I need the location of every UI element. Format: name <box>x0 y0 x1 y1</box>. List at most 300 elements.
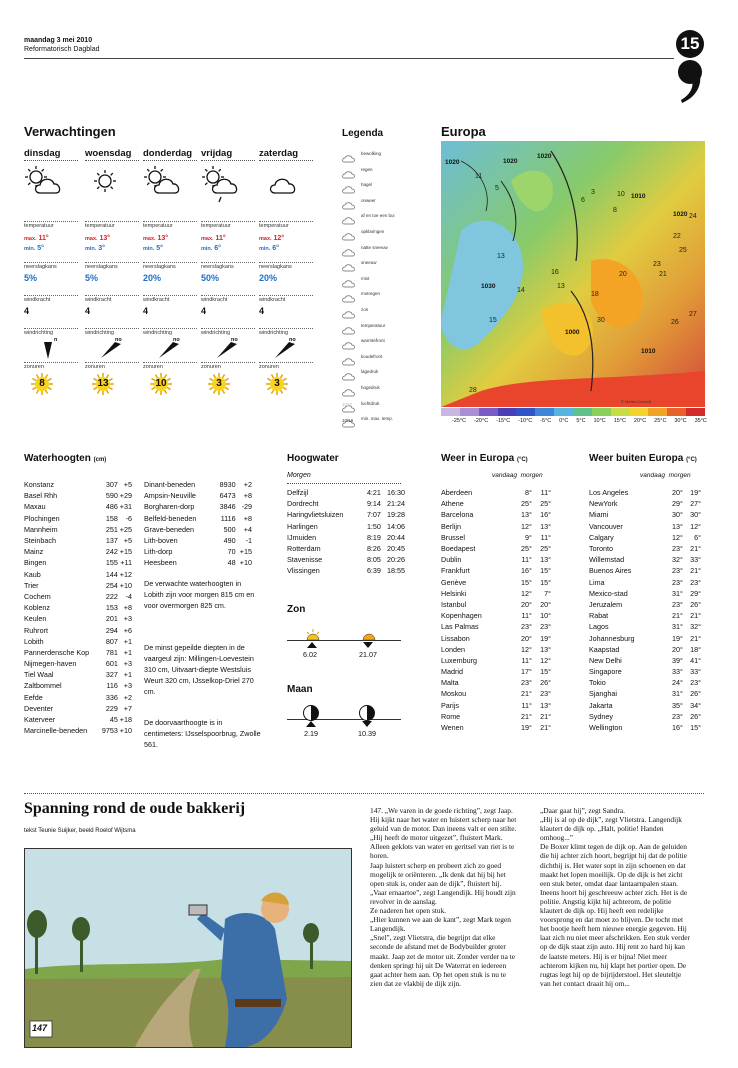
max-temp: max. 12° <box>259 235 285 242</box>
cell: 9753 <box>101 726 118 736</box>
cell: Istanbul <box>441 599 467 609</box>
legend-symbol-icon <box>342 322 356 329</box>
cell: +31 <box>119 502 132 512</box>
map-temperature: 15 <box>489 317 497 324</box>
forecast-day-2 <box>143 148 197 398</box>
legend-symbol-icon <box>342 353 356 360</box>
cell: NewYork <box>589 499 618 509</box>
legend-symbol-icon <box>342 244 356 251</box>
scale-label: 35°C <box>694 418 707 424</box>
cell: Lagos <box>589 622 609 632</box>
cell: 34° <box>690 700 701 710</box>
sun-label: zonuren <box>143 362 197 370</box>
cell: Belfeld-beneden <box>144 513 197 523</box>
sunrise-icon <box>305 628 321 642</box>
pressure-label: 1000 <box>565 329 580 336</box>
sun-label: zonuren <box>259 362 313 370</box>
waterhoogten-note-2: De minst gepeilde diepten in de vaargeul zijn: Millingen-Loevestein 310 cm, Uitvaart-diepte Westsluis Weurt 320 cm, IJsselkop-Driel 270 cm. <box>144 643 254 696</box>
scale-swatch <box>460 408 479 416</box>
temp-label: temperatuur <box>201 221 255 229</box>
legend-item: luchtdruk <box>361 400 380 406</box>
city-row <box>441 621 551 632</box>
wind-force: 4 <box>259 306 265 316</box>
cell: 16° <box>672 723 683 733</box>
sun-hours-value: 13 <box>97 378 109 389</box>
cell: Los Angeles <box>589 488 629 498</box>
sun-label: zonuren <box>201 362 255 370</box>
cell: -1 <box>245 536 252 546</box>
cell: Maxau <box>24 502 46 512</box>
city-row <box>589 711 701 722</box>
scale-label: -5°C <box>540 418 552 424</box>
map-temperature: 8 <box>613 207 617 214</box>
weer-buiten-header: vandaag morgen <box>640 472 691 479</box>
tide-row <box>287 543 405 554</box>
cell: 229 <box>105 703 118 713</box>
legend-item: koudefront <box>361 353 383 359</box>
city-row <box>441 610 551 621</box>
cell: 116 <box>106 681 118 691</box>
cell: 590 <box>105 491 118 501</box>
cell: 21° <box>540 711 551 721</box>
cell: Plochingen <box>24 513 60 523</box>
water-row <box>24 501 132 512</box>
cell: Eefde <box>24 692 43 702</box>
forecast-title: Verwachtingen <box>24 124 116 139</box>
cell: 153 <box>105 603 118 613</box>
moon-rise-time: 2.19 <box>304 729 318 738</box>
cell: 23° <box>672 566 683 576</box>
water-row <box>144 490 252 501</box>
cell: Lissabon <box>441 633 470 643</box>
cell: Dinant-beneden <box>144 480 196 490</box>
cell: 25° <box>520 499 532 509</box>
city-row <box>441 722 551 733</box>
cell: Toronto <box>589 544 613 554</box>
city-row <box>441 677 551 688</box>
city-row <box>441 509 551 520</box>
cell: Vlissingen <box>287 566 320 576</box>
city-row <box>589 487 701 498</box>
scale-swatch <box>554 408 573 416</box>
water-row <box>24 669 132 680</box>
cell: 4:21 <box>366 488 381 498</box>
weer-buiten-table <box>589 487 701 733</box>
cell: Harlingen <box>287 521 318 531</box>
cell: New Delhi <box>589 655 622 665</box>
cell: 21° <box>520 689 532 699</box>
cell: 23° <box>672 544 683 554</box>
cell: 35° <box>672 700 683 710</box>
cell: 15° <box>540 577 551 587</box>
wind-arrow-icon <box>157 340 181 365</box>
legend-item: warmtefront <box>361 338 385 344</box>
city-row <box>589 655 701 666</box>
forecast-day-4 <box>259 148 313 398</box>
water-row <box>144 524 252 535</box>
cell: Athene <box>441 499 464 509</box>
rain-chance: 20% <box>259 273 278 283</box>
wind-dir-text: no <box>115 337 122 343</box>
cell: 23° <box>520 678 532 688</box>
cell: 27° <box>690 499 701 509</box>
rain-label: neerslagkans <box>201 262 255 270</box>
cell: -6 <box>125 513 132 523</box>
cell: 32° <box>672 555 683 565</box>
cell: +10 <box>119 726 132 736</box>
city-row <box>589 521 701 532</box>
cell: +15 <box>119 547 132 557</box>
cell: Madrid <box>441 667 463 677</box>
day-name: woensdag <box>85 148 139 161</box>
cell: 19:28 <box>387 510 405 520</box>
europe-weather-map <box>441 141 705 407</box>
cell: Calgary <box>589 532 614 542</box>
sun-hours <box>24 372 78 398</box>
cell: +25 <box>119 524 132 534</box>
cell: 12° <box>520 521 532 531</box>
cell: +8 <box>123 603 132 613</box>
cell: 23° <box>672 711 683 721</box>
cell: 222 <box>105 591 118 601</box>
city-row <box>589 677 701 688</box>
cell: 20:45 <box>387 544 405 554</box>
cell: 26° <box>690 689 701 699</box>
city-row <box>589 700 701 711</box>
cell: +3 <box>123 614 132 624</box>
rain-label: neerslagkans <box>24 262 78 270</box>
pressure-label: 1010 <box>631 193 646 200</box>
moon-rise-arrow-icon <box>306 721 316 727</box>
cell: Steinbach <box>24 536 56 546</box>
cell: 15° <box>520 577 532 587</box>
cell: 155 <box>105 558 118 568</box>
cell: 20° <box>520 633 532 643</box>
cell: 19° <box>690 488 701 498</box>
cell: Bingen <box>24 558 47 568</box>
cell: 781 <box>105 647 118 657</box>
min-temp: min. 5° <box>24 245 44 252</box>
story-byline: tekst Teunie Suijker, beeld Roelof Wijtsma <box>24 828 136 834</box>
rain-chance: 5% <box>24 273 38 283</box>
cell: Jeruzalem <box>589 599 623 609</box>
cell: 25° <box>540 544 551 554</box>
legend-pressure-sample: 1020 <box>342 402 353 407</box>
cell: +10 <box>119 580 132 590</box>
city-row <box>589 621 701 632</box>
cell: 11° <box>521 655 532 665</box>
city-row <box>441 666 551 677</box>
story-paragraph: Alleen geklots van water en geritsel van riet is te horen. <box>370 842 515 861</box>
cell: Katerveer <box>24 715 56 725</box>
cell: 807 <box>105 636 118 646</box>
comic-illustration <box>25 849 351 1047</box>
legend-symbol-icon <box>342 197 356 204</box>
zon-title: Zon <box>287 604 306 615</box>
cell: 242 <box>105 547 118 557</box>
story-paragraph: „Vaar ernaartoe”, zegt Langendijk. Hij houdt zijn revolver in de aanslag. <box>370 887 516 906</box>
cell: -4 <box>125 591 132 601</box>
hoogwater-title: Hoogwater <box>287 453 339 464</box>
cell: 23° <box>520 622 532 632</box>
city-row <box>441 700 551 711</box>
cell: +12 <box>119 569 132 579</box>
issue-date: maandag 3 mei 2010 <box>24 37 93 44</box>
scale-swatch <box>479 408 498 416</box>
cell: Rabat <box>589 611 609 621</box>
wind-direction <box>143 336 197 362</box>
water-row <box>24 624 132 635</box>
cell: 19° <box>520 723 532 733</box>
map-temperature: 21 <box>659 271 667 278</box>
cell: Dordrecht <box>287 499 319 509</box>
city-row <box>589 666 701 677</box>
city-row <box>441 599 551 610</box>
map-temperature: 22 <box>673 233 681 240</box>
legend-symbol-icon <box>342 337 356 344</box>
legend-item: lagedruk <box>361 369 379 375</box>
cell: 20° <box>672 488 683 498</box>
story-paragraph: 147. „We varen in de goede richting”, zegt Jaap. Hij kijkt naar het water en luistert scherp naar het geluid van de motor. Dan ineens valt er een stilte. <box>370 806 517 834</box>
story-paragraph: De Boxer klimt tegen de dijk op. Aan de geluiden die hij achter zich hoort, begrijpt hij dat de politie dichtbij is. Het water sopt in zijn schoenen en dat maakt het lopen moeilijk. Op de dijk is het zicht een stuk beter, omdat daar lantaarnpalen staan. Ineens hoort hij geschreeuw achter zich. Het is de politie. Angstig kijkt hij achterom, de politie klautert de dijk op. Hij heeft een redelijke voorsprong en dat moet zo blijven. De tocht met het bootje heeft hem nieuwe energie gegeven. Hij laat zich nu niet meer afschrikken. Een stuk verder op de dijk staat zijn auto. Hij rent zo hard hij kan de laatste meters. Hij is er bijna! Niet meer achterom kijken nu, hij klapt het portier open. De rugtas legt hij op de bijrijderstoel. Het sleuteltje van het contact draait hij om... <box>540 842 691 988</box>
city-row <box>441 543 551 554</box>
weer-europa-title: Weer in Europa (°C) <box>441 453 528 464</box>
cell: 20:44 <box>387 532 405 542</box>
city-row <box>589 610 701 621</box>
cell: -29 <box>241 502 252 512</box>
city-row <box>441 644 551 655</box>
waterhoogten-note-3: De doorvaarthoogte is in centimeters: IJsselspoorbrug, Zwolle 561. <box>144 718 261 749</box>
sun-hours-value: 10 <box>155 378 167 389</box>
cell: Willemstad <box>589 555 625 565</box>
sun-hours <box>85 372 139 398</box>
cell: Parijs <box>441 700 459 710</box>
cell: Wellington <box>589 723 623 733</box>
cell: Mexico-stad <box>589 588 628 598</box>
cell: Heesbeen <box>144 558 177 568</box>
cell: Dublin <box>441 555 462 565</box>
cell: Nijmegen-haven <box>24 659 77 669</box>
cell: Brussel <box>441 532 465 542</box>
cell: Aberdeen <box>441 488 473 498</box>
cell: 6473 <box>219 491 236 501</box>
legend-item: hogedruk <box>361 385 380 390</box>
cell: 20° <box>540 599 551 609</box>
wind-label: windkracht <box>201 295 255 303</box>
moon-set-time: 10.39 <box>358 729 376 738</box>
cell: Genève <box>441 577 467 587</box>
cell: 15° <box>690 723 701 733</box>
legend-item: motregen <box>361 291 381 297</box>
temp-label: temperatuur <box>143 221 197 229</box>
comma-logo-icon <box>676 58 704 104</box>
map-temperature: 26 <box>671 319 679 326</box>
wind-label: windkracht <box>85 295 139 303</box>
cell: 21:24 <box>387 499 405 509</box>
map-temperature: 30 <box>597 317 605 324</box>
legend-symbol-icon <box>342 384 356 391</box>
wind-dir-text: no <box>231 337 238 343</box>
cell: 8:26 <box>366 544 381 554</box>
map-temperature: 13 <box>557 283 565 290</box>
map-credit: © Meteo Consult <box>621 399 651 404</box>
partly-cloudy-icon <box>24 165 78 207</box>
moon-set-arrow-icon <box>362 721 372 727</box>
cell: Kopenhagen <box>441 611 482 621</box>
cell: 41° <box>690 655 701 665</box>
legend-item: bewolking <box>361 151 382 156</box>
cell: Jakarta <box>589 700 613 710</box>
cell: +8 <box>243 513 252 523</box>
wind-direction <box>259 336 313 362</box>
cell: Rome <box>441 711 461 721</box>
waterhoogten-table-1 <box>24 479 132 736</box>
moonrise-icon <box>302 704 320 722</box>
wind-dir-text: no <box>289 337 296 343</box>
wind-label: windkracht <box>143 295 197 303</box>
cell: 1:50 <box>366 521 381 531</box>
cell: 12° <box>672 532 683 542</box>
legend-item: opklaringen <box>361 229 385 234</box>
scale-swatch <box>516 408 535 416</box>
cell: 21° <box>690 633 701 643</box>
cell: 8:05 <box>366 555 381 565</box>
cell: +10 <box>239 558 252 568</box>
min-temp: min. 6° <box>259 245 279 252</box>
water-row <box>144 557 252 568</box>
cell: 3846 <box>219 502 236 512</box>
water-row <box>144 513 252 524</box>
city-row <box>589 498 701 509</box>
rise-arrow-icon <box>307 642 317 648</box>
cell: +6 <box>123 625 132 635</box>
wind-direction <box>201 336 255 362</box>
water-row <box>24 557 132 568</box>
wind-force: 4 <box>201 306 207 316</box>
cell: 20° <box>672 644 683 654</box>
scale-label: 5°C <box>576 418 586 424</box>
cell: Kaapstad <box>589 644 620 654</box>
cell: 7° <box>544 588 551 598</box>
cell: 16:30 <box>387 488 405 498</box>
story-paragraph: „Hij heeft de motor uitgezet”, fluistert Mark. <box>370 833 503 843</box>
legend-item: regen <box>361 166 373 172</box>
sun-label: zonuren <box>85 362 139 370</box>
cell: Sydney <box>589 711 613 721</box>
city-row <box>441 577 551 588</box>
cell: 29° <box>672 499 683 509</box>
water-row <box>144 535 252 546</box>
min-temp: min. 5° <box>143 245 163 252</box>
tide-row <box>287 532 405 543</box>
cell: 39° <box>672 655 683 665</box>
cell: 17° <box>520 667 532 677</box>
cell: +1 <box>123 647 132 657</box>
legend-symbol-icon <box>342 212 356 219</box>
cell: 33° <box>690 667 701 677</box>
cell: 31° <box>672 588 683 598</box>
header-rule <box>24 58 674 59</box>
cell: 8930 <box>219 480 236 490</box>
city-row <box>589 722 701 733</box>
cell: IJmuiden <box>287 532 317 542</box>
cell: 9° <box>524 532 532 542</box>
tide-row <box>287 521 405 532</box>
europe-title: Europa <box>441 124 486 139</box>
cell: 20° <box>520 599 532 609</box>
legend-item: onweer <box>361 197 376 203</box>
legend-title: Legenda <box>342 128 384 139</box>
cell: 13° <box>672 521 683 531</box>
scale-label: -20°C <box>474 418 489 424</box>
section-divider <box>24 793 704 794</box>
cell: Helsinki <box>441 588 467 598</box>
cell: +2 <box>123 692 132 702</box>
scale-label: -10°C <box>518 418 533 424</box>
cell: Keulen <box>24 614 47 624</box>
pressure-label: 1030 <box>481 283 496 290</box>
cell: 11° <box>521 700 532 710</box>
cell: Singapore <box>589 667 622 677</box>
map-temperature: 18 <box>591 291 599 298</box>
cell: Lobith <box>24 636 44 646</box>
cell: Ruhrort <box>24 625 48 635</box>
cell: Cochem <box>24 591 51 601</box>
water-row <box>144 546 252 557</box>
cell: +4 <box>243 524 252 534</box>
cell: 13° <box>520 510 532 520</box>
sunny-icon <box>85 165 139 207</box>
legend-symbol-icon <box>342 275 356 282</box>
cell: Marcinelle-beneden <box>24 726 88 736</box>
cell: Moskou <box>441 689 467 699</box>
city-row <box>589 543 701 554</box>
water-row <box>24 680 132 691</box>
cell: +11 <box>120 558 132 568</box>
legend-item: zon <box>361 307 369 312</box>
cell: 25° <box>540 499 551 509</box>
day-name: zaterdag <box>259 148 313 161</box>
dir-label: windrichting <box>143 328 197 336</box>
cell: 19° <box>540 633 551 643</box>
cell: Las Palmas <box>441 622 479 632</box>
pressure-label: 1020 <box>445 159 460 166</box>
cell: Tiel Waal <box>24 670 54 680</box>
cell: 30° <box>690 510 701 520</box>
cell: Delfzijl <box>287 488 309 498</box>
story-paragraph: „Daar gaat hij”, zegt Sandra. <box>540 806 625 815</box>
legend-item: mist <box>361 275 370 281</box>
cell: 201 <box>105 614 118 624</box>
story-title: Spanning rond de oude bakkerij <box>24 800 246 817</box>
story-column-1 <box>370 806 518 988</box>
cell: Konstanz <box>24 480 54 490</box>
cell: Berlijn <box>441 521 461 531</box>
cell: 33° <box>672 667 683 677</box>
legend-item: af en toe een bui <box>361 213 395 219</box>
cell: +3 <box>123 659 132 669</box>
cell: 33° <box>690 555 701 565</box>
comic-panel <box>24 848 352 1048</box>
cell: 18:55 <box>387 566 405 576</box>
water-row <box>24 546 132 557</box>
temp-label: temperatuur <box>259 221 313 229</box>
pressure-label: 1020 <box>537 153 552 160</box>
scale-swatch <box>441 408 460 416</box>
cell: 7:07 <box>366 510 381 520</box>
scale-swatch <box>648 408 667 416</box>
rain-chance: 50% <box>201 273 220 283</box>
